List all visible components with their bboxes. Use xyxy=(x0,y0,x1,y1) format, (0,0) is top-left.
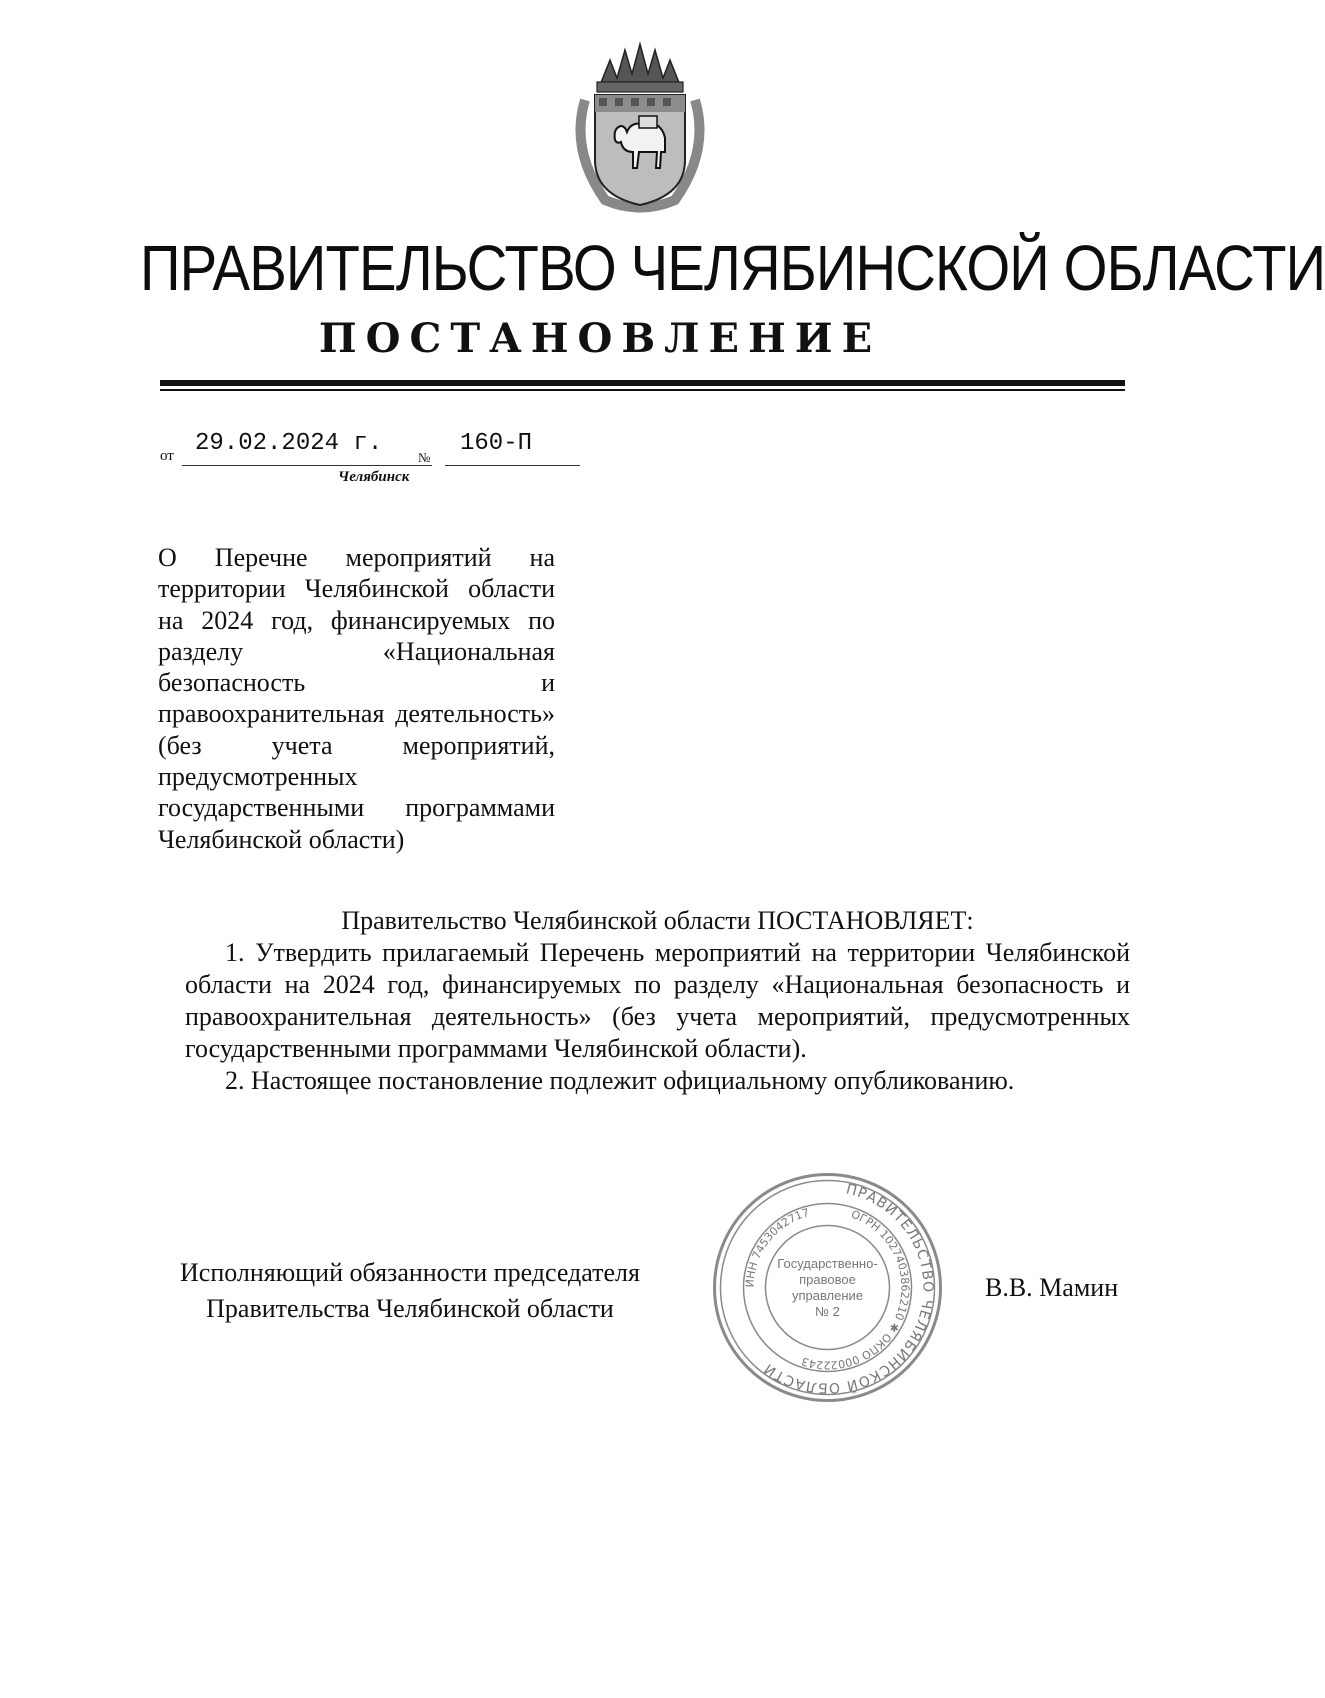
signatory-position xyxy=(150,1255,670,1327)
resolution-item-2: 2. Настоящее постановление подлежит официальному опубликованию. xyxy=(225,1066,1015,1095)
date-underline xyxy=(182,465,432,466)
official-stamp xyxy=(710,1170,945,1405)
number-label: № xyxy=(418,450,431,465)
stamp-center-line-1: Государственно- xyxy=(777,1256,878,1271)
government-title: ПРАВИТЕЛЬСТВО ЧЕЛЯБИНСКОЙ ОБЛАСТИ xyxy=(140,232,1325,304)
signatory-position-line-1: Исполняющий обязанности председателя xyxy=(180,1258,640,1287)
document-body xyxy=(185,905,1130,1097)
date-prefix: от xyxy=(160,448,174,464)
city-label: Челябинск xyxy=(338,469,410,485)
stamp-center-line-4: № 2 xyxy=(815,1304,840,1319)
signatory-position-line-2: Правительства Челябинской области xyxy=(206,1294,614,1323)
document-date: 29.02.2024 г. xyxy=(195,430,383,457)
resolution-lead: Правительство Челябинской области ПОСТАНОВЛЯЕТ: xyxy=(341,906,974,935)
signatory-name: В.В. Мамин xyxy=(985,1273,1119,1302)
number-underline xyxy=(445,465,580,466)
stamp-outer-text: ПРАВИТЕЛЬСТВО ЧЕЛЯБИНСКОЙ ОБЛАСТИ xyxy=(760,1181,936,1396)
stamp-inn-text: ИНН 7453042717 xyxy=(743,1205,811,1288)
document-subject: О Перечне мероприятий на территории Челябинской области на 2024 год, финансируемых по разделу «Национальная безопасность и правоохранительная деятельность» (без учета мероприятий, предусмотренных государственными программами Челябинской области) xyxy=(158,543,555,854)
header-rule-thick xyxy=(160,380,1125,386)
stamp-codes-text: ОГРН 1027403862210 ✱ ОКПО 00022243 xyxy=(800,1207,912,1372)
stamp-center-line-3: управление xyxy=(791,1288,864,1303)
coat-of-arms-icon xyxy=(565,40,715,215)
header-rule-thin xyxy=(160,389,1125,391)
stamp-center-line-2: правовое xyxy=(799,1272,856,1287)
document-type-heading: ПОСТАНОВЛЕНИЕ xyxy=(318,315,882,362)
resolution-item-1: 1. Утвердить прилагаемый Перечень мероприятий на территории Челябинской области на 2024 год, финансируемых по разделу «Национальная безопасность и правоохранительная деятельность» (без учета мероприятий, предусмотренных государственными программами Челябинской области). xyxy=(185,938,1130,1063)
document-number: 160-П xyxy=(460,430,533,457)
